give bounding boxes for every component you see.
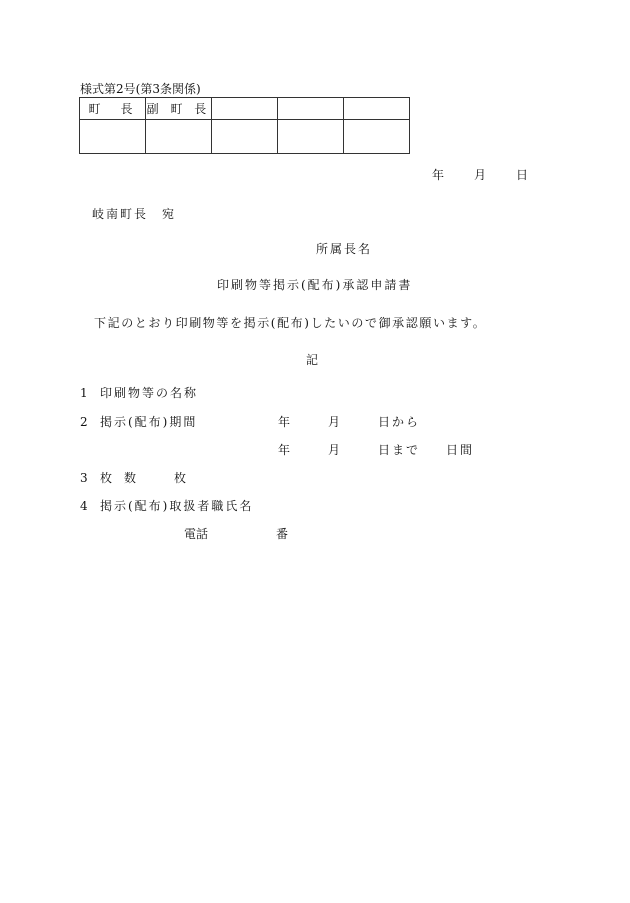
document-title: 印刷物等掲示(配布)承認申請書 <box>217 278 413 292</box>
applicant-name-label: 所属長名 <box>316 242 373 256</box>
item-2-number: 2 <box>80 415 90 429</box>
stamp-cell-mayor <box>80 120 146 154</box>
approval-header-blank-3 <box>344 98 410 120</box>
item-1-number: 1 <box>80 386 90 400</box>
approval-header-mayor: 町 長 <box>80 98 146 120</box>
approval-header-deputy-mayor: 副 町 長 <box>146 98 212 120</box>
item-4-label: 掲示(配布)取扱者職氏名 <box>100 499 254 513</box>
item-3-number: 3 <box>80 471 88 485</box>
date-year-label: 年 <box>431 168 444 182</box>
approval-stamp-table <box>79 97 410 154</box>
date-day-label: 日 <box>515 168 528 182</box>
intro-paragraph: 下記のとおり印刷物等を掲示(配布)したいので御承認願います。 <box>94 316 487 330</box>
item-2-label: 掲示(配布)期間 <box>100 415 198 429</box>
period-end-month: 月 <box>328 443 341 457</box>
stamp-cell-blank-2 <box>278 120 344 154</box>
period-start <box>278 413 420 430</box>
phone-line <box>184 525 288 542</box>
item-1-label: 印刷物等の名称 <box>100 386 199 400</box>
item-1-printed-matter-name <box>80 384 198 401</box>
phone-label: 電話 <box>184 527 209 541</box>
period-end-day: 日まで <box>378 443 421 457</box>
date-month-label: 月 <box>473 168 486 182</box>
application-date <box>432 166 528 183</box>
item-3-unit: 枚 <box>174 471 187 485</box>
ki-heading: 記 <box>306 353 319 367</box>
item-3-quantity <box>80 469 186 486</box>
period-end <box>278 441 474 458</box>
stamp-cell-blank-1 <box>212 120 278 154</box>
stamp-cell-blank-3 <box>344 120 410 154</box>
period-start-year: 年 <box>278 415 291 429</box>
addressee: 岐南町長 宛 <box>92 207 177 221</box>
approval-header-row <box>80 98 410 120</box>
period-start-day: 日から <box>378 415 421 429</box>
approval-header-blank-2 <box>278 98 344 120</box>
form-number-label: 様式第2号(第3条関係) <box>80 82 201 96</box>
item-3-label: 枚 数 <box>100 471 137 485</box>
approval-header-blank-1 <box>212 98 278 120</box>
approval-stamp-row <box>80 120 410 154</box>
item-2-posting-period <box>80 413 197 430</box>
period-days: 日間 <box>446 443 475 457</box>
stamp-cell-deputy-mayor <box>146 120 212 154</box>
period-end-year: 年 <box>278 443 291 457</box>
period-start-month: 月 <box>328 415 341 429</box>
phone-unit: 番 <box>276 527 289 541</box>
item-4-number: 4 <box>80 499 88 513</box>
item-4-handler-name <box>80 497 253 514</box>
